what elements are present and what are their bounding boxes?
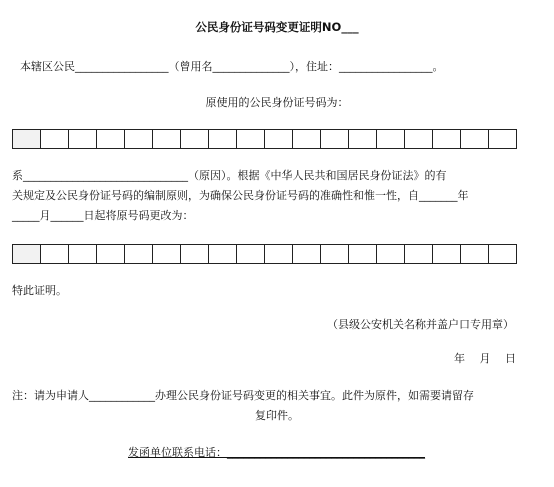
- certify-text: 特此证明。: [12, 284, 67, 297]
- id-digit-box: [377, 129, 405, 149]
- id-digit-box: [321, 244, 349, 264]
- id-digit-box: [265, 129, 293, 149]
- id-digit-box: [405, 244, 433, 264]
- id-digit-box: [97, 244, 125, 264]
- id-digit-box: [377, 244, 405, 264]
- id-digit-box: [461, 244, 489, 264]
- effective-date-line: _____月______日起将原号码更改为：: [12, 209, 194, 222]
- id-digit-box: [69, 244, 97, 264]
- id-digit-box: [125, 244, 153, 264]
- id-digit-box: [13, 244, 41, 264]
- id-digit-box: [321, 129, 349, 149]
- id-digit-box: [349, 244, 377, 264]
- page-title: 公民身份证号码变更证明NO___: [195, 20, 359, 34]
- id-digit-box: [209, 244, 237, 264]
- resident-line: 本辖区公民_________________（曾用名______________），住址：_________________。: [20, 60, 444, 73]
- id-digit-box: [293, 129, 321, 149]
- id-digit-box: [293, 244, 321, 264]
- id-digit-box: [237, 244, 265, 264]
- reason-line: 系______________________________（原因）。根据《中华人民共和国居民身份证法》的有: [12, 169, 447, 182]
- id-digit-box: [489, 244, 517, 264]
- id-digit-box: [433, 244, 461, 264]
- id-digit-box: [237, 129, 265, 149]
- contact-phone-line: 发函单位联系电话：____________________________________: [128, 446, 425, 459]
- seal-text: （县级公安机关名称并盖户口专用章）: [327, 318, 514, 331]
- id-digit-box: [405, 129, 433, 149]
- id-digit-box: [209, 129, 237, 149]
- id-digit-box: [181, 244, 209, 264]
- id-digit-box: [349, 129, 377, 149]
- id-digit-box: [153, 129, 181, 149]
- id-digit-box: [125, 129, 153, 149]
- date-line: 年 月 日: [454, 352, 516, 365]
- id-digit-box: [69, 129, 97, 149]
- original-id-label: 原使用的公民身份证号码为：: [205, 96, 349, 109]
- id-digit-box: [265, 244, 293, 264]
- id-digit-box: [181, 129, 209, 149]
- id-digit-box: [97, 129, 125, 149]
- id-digit-box: [41, 129, 69, 149]
- id-digit-box: [433, 129, 461, 149]
- new-id-grid: [12, 244, 517, 264]
- note-line-2: 复印件。: [255, 409, 299, 422]
- id-digit-box: [153, 244, 181, 264]
- legal-basis-line: 关规定及公民身份证号码的编制原则，为确保公民身份证号码的准确性和惟一性，自_______年: [12, 189, 469, 202]
- id-digit-box: [461, 129, 489, 149]
- original-id-grid: [12, 129, 517, 149]
- id-digit-box: [41, 244, 69, 264]
- note-line-1: 注：请为申请人____________办理公民身份证号码变更的相关事宜。此件为原件，如需要请留存: [12, 389, 474, 402]
- id-digit-box: [489, 129, 517, 149]
- id-digit-box: [13, 129, 41, 149]
